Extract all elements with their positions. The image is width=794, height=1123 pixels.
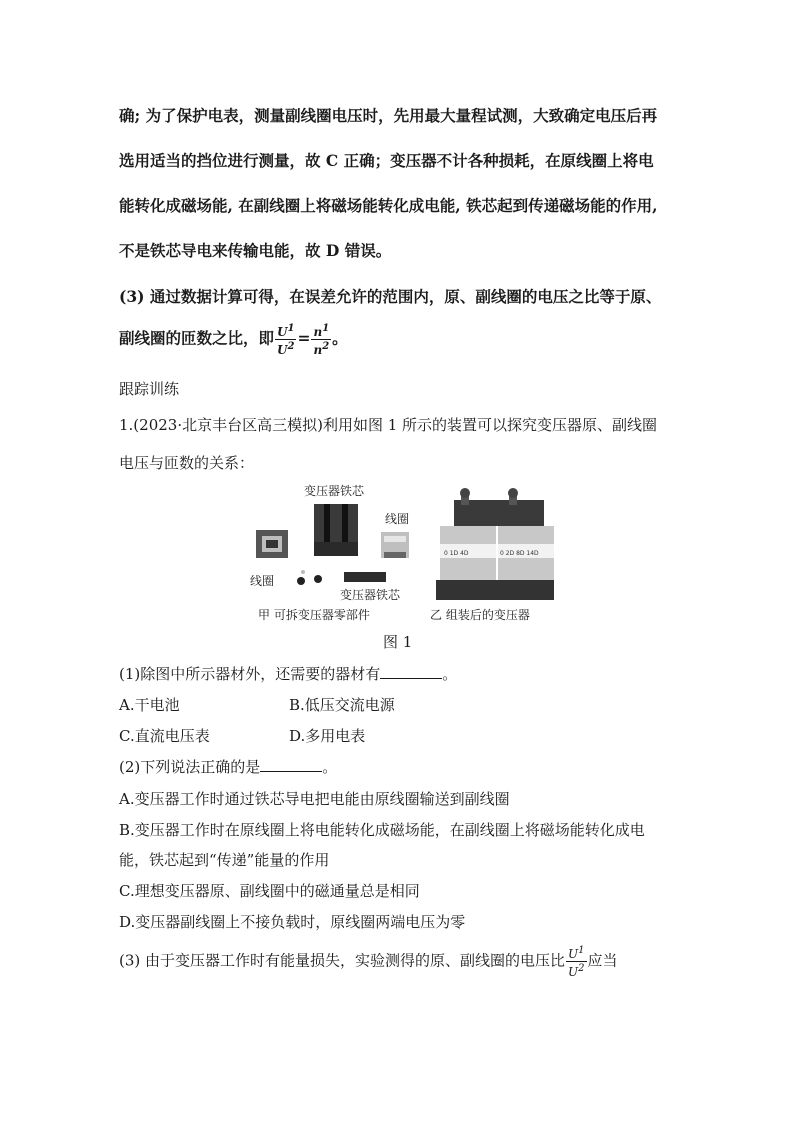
answer-line-4: 不是铁芯导电来传输电能，故 D 错误。 <box>119 241 392 260</box>
dial-left-label: 0 1D 4D <box>444 550 469 557</box>
caption-left: 甲 可拆变压器零部件 <box>258 608 370 622</box>
frac-u-num: U <box>277 325 288 339</box>
section-title: 跟踪训练 <box>119 380 180 398</box>
frac-u-den-sub: 2 <box>287 341 295 352</box>
answer-line-3: 能转化成磁场能, 在副线圈上将磁场能转化成电能, 铁芯起到传递磁场能的作用, <box>119 196 658 215</box>
q3-stem-prefix: (3) 由于变压器工作时有能量损失，实验测得的原、副线圈的电压比 <box>119 951 566 970</box>
q1-option-b: B.低压交流电源 <box>289 696 395 714</box>
q1-option-d: D.多用电表 <box>289 727 366 745</box>
answer-line-2: 选用适当的挡位进行测量，故 C 正确；变压器不计各种损耗，在原线圈上将电 <box>119 151 654 170</box>
u-core-image <box>314 504 358 556</box>
bar-core-image <box>344 572 386 582</box>
q2-option-a: A.变压器工作时通过铁芯导电把电能由原线圈输送到副线圈 <box>119 790 510 808</box>
frac-n-den-sub: 2 <box>322 341 330 352</box>
voltage-ratio-fraction <box>275 322 296 357</box>
q1-option-c: C.直流电压表 <box>119 727 210 745</box>
label-coil-left: 线圈 <box>250 574 275 588</box>
q1-answer-blank <box>380 664 442 679</box>
frac-u-num-sub: 1 <box>287 323 295 334</box>
q2-answer-blank <box>260 757 322 772</box>
frac-n-num-sub: 1 <box>322 323 330 334</box>
q3-frac-den: U <box>568 965 579 979</box>
label-core-top: 变压器铁芯 <box>304 484 365 498</box>
label-core-bottom: 变压器铁芯 <box>340 588 401 602</box>
q2-option-b-line-2: 能，铁芯起到“传递”能量的作用 <box>119 851 330 869</box>
transformer-figure <box>244 486 554 620</box>
q1-option-a: A.干电池 <box>119 696 180 714</box>
q3-frac-den-sub: 2 <box>578 963 585 974</box>
dial-right-label: 0 2D 8D 14D <box>500 550 539 557</box>
frac-u-den: U <box>277 343 288 357</box>
q1-stem <box>119 663 457 684</box>
question-intro-line-1: 1.(2023·北京丰台区高三模拟)利用如图 1 所示的装置可以探究变压器原、副线圈 <box>119 416 658 434</box>
q2-option-b-line-1: B.变压器工作时在原线圈上将电能转化成磁场能，在副线圈上将磁场能转化成电 <box>119 821 645 839</box>
q2-option-d: D.变压器副线圈上不接负载时，原线圈两端电压为零 <box>119 913 466 931</box>
figure-title: 图 1 <box>383 633 413 651</box>
question-intro-line-2: 电压与匝数的关系： <box>119 454 255 472</box>
answer-part3-line-1: (3) 通过数据计算可得，在误差允许的范围内，原、副线圈的电压之比等于原、 <box>119 287 662 306</box>
caption-right: 乙 组装后的变压器 <box>430 608 530 622</box>
q3-frac-num-sub: 1 <box>578 945 585 956</box>
q2-stem <box>119 756 337 777</box>
q2-stem-suffix: 。 <box>322 758 338 776</box>
answer-part3-line-2 <box>119 322 348 357</box>
answer-line-1: 确; 为了保护电表，测量副线圈电压时，先用最大量程试测，大致确定电压后再 <box>119 106 658 125</box>
label-coil-right: 线圈 <box>385 512 410 526</box>
equals-sign: = <box>297 328 311 348</box>
turns-ratio-fraction <box>311 322 331 357</box>
frac-n-num: n <box>313 325 323 339</box>
q2-option-c: C.理想变压器原、副线圈中的磁通量总是相同 <box>119 882 420 900</box>
q1-stem-suffix: 。 <box>442 665 458 683</box>
q3-stem-suffix: 应当 <box>587 951 618 970</box>
q2-stem-prefix: (2)下列说法正确的是 <box>119 758 261 776</box>
terminal-knobs-image <box>297 570 322 585</box>
period: 。 <box>332 328 348 348</box>
answer-part3-prefix: 副线圈的匝数之比，即 <box>119 328 275 348</box>
coil-left-image <box>256 530 288 558</box>
q3-voltage-ratio-fraction <box>566 944 587 979</box>
q3-stem <box>119 944 618 979</box>
q3-frac-num: U <box>568 947 579 961</box>
assembled-transformer-image <box>436 488 554 600</box>
q1-stem-prefix: (1)除图中所示器材外，还需要的器材有 <box>119 665 381 683</box>
frac-n-den: n <box>313 343 323 357</box>
coil-right-image <box>381 532 409 558</box>
